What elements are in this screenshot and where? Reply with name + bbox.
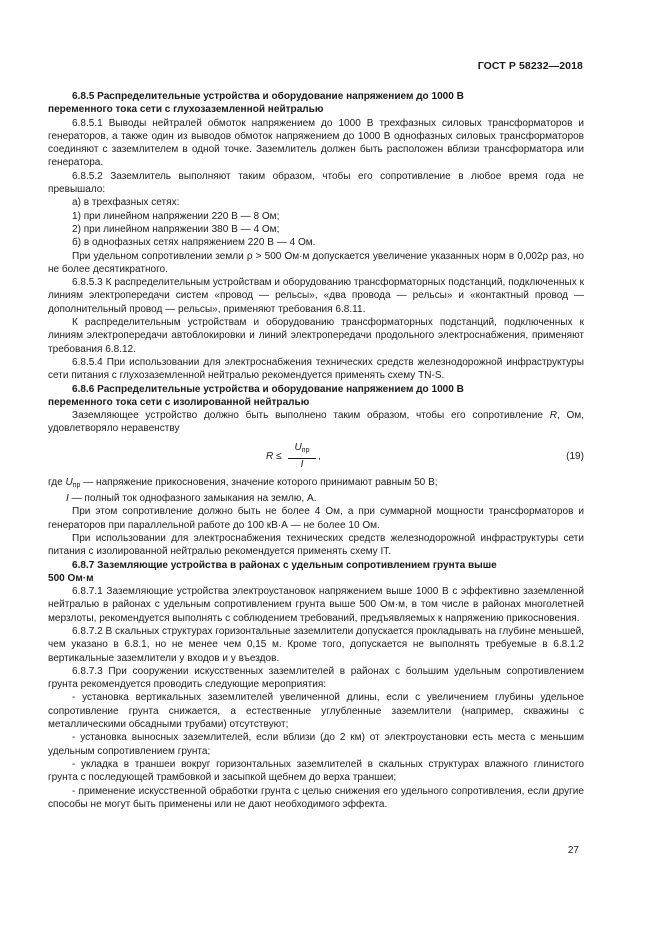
list-item-bullet: - укладка в траншеи вокруг горизонтальных заземлителей в скальных структурах влажного глинистого грунта с последующей трамбовкой и засыпкой щебнем до верха траншеи;: [48, 758, 584, 784]
paragraph-resistance-limit: При этом сопротивление должно быть не более 4 Ом, а при суммарной мощности трансформаторов и генераторов при параллельной работе до 100 кВ·А — не более 10 Ом.: [48, 506, 584, 531]
equation-number: (19): [566, 450, 584, 462]
list-item-bullet: - установка выносных заземлителей, если вблизи (до 2 км) от электроустановки есть места с меньшим удельным сопротивлением грунта;: [48, 732, 584, 757]
list-item-bullet: - применение искусственной обработки грунта с целью снижения его удельного сопротивления, если другие способы не могут быть применены или не дают необходимого эффекта.: [48, 785, 584, 810]
paragraph-it-scheme: При использовании для электроснабжения технических средств железнодорожной инфраструктуры сети питания с изолированной нейтралью рекомендуется применять схему IT.: [48, 532, 584, 558]
list-item-1: 1) при линейном напряжении 220 В — 8 Ом;: [72, 210, 280, 222]
paragraph-6-8-7-3: 6.8.7.3 При сооружении искусственных заземлителей в районах с большим удельным сопротивлением грунта рекомендуется проводить следующие мероприятия:: [48, 665, 584, 691]
document-id: ГОСТ Р 58232—2018: [477, 60, 583, 72]
formula-relation: ≤: [276, 450, 282, 462]
section-heading-6-8-5-cont: переменного тока сети с глухозаземленной нейтралью: [48, 104, 324, 116]
formula-where-i: I — полный ток однофазного замыкания на землю, А.: [66, 493, 317, 505]
paragraph-6-8-7-1: 6.8.7.1 Заземляющие устройства электроустановок напряжением выше 1000 В с эффективно заземленной нейтралью в районах с удельным сопротивлением грунта выше 500 Ом·м, в том числе в районах многолетней мерзлоты, рекомендуется выполнять с соблюдением требований, предъявляемых к напряжению прикосновения.: [48, 586, 584, 624]
page-number: 27: [567, 845, 579, 856]
paragraph-6-8-5-3: 6.8.5.3 К распределительным устройствам и оборудованию трансформаторных подстанций, подключенных к линиям электропередачи систем «провод — рельсы», «два провода — рельсы» и «контактный провод — дополнительный провод — рельсы», применяют требования 6.8.11.: [48, 277, 584, 315]
formula-denominator: I: [300, 458, 304, 470]
page-body: [48, 90, 584, 811]
paragraph-soil-resistivity: При удельном сопротивлении земли ρ > 500 Ом·м допускается увеличение указанных норм в 0,002ρ раз, но не более десятикратного.: [48, 250, 584, 275]
list-item-2: 2) при линейном напряжении 380 В — 4 Ом;: [72, 223, 280, 235]
section-heading-6-8-5: 6.8.5 Распределительные устройства и оборудование напряжением до 1000 В: [72, 91, 464, 102]
section-heading-6-8-7: 6.8.7 Заземляющие устройства в районах с удельным сопротивлением грунта выше: [72, 559, 497, 571]
paragraph-6-8-5-1: 6.8.5.1 Выводы нейтралей обмоток напряжением до 1000 В трехфазных силовых трансформаторов и генераторов, а также один из выводов обмоток напряжением до 1000 В однофазных силовых трансформаторов соединяют с заземлителем в одной точке. Заземлитель должен быть расположен вблизи трансформатора или генератора.: [48, 117, 584, 169]
list-item-a: а) в трехфазных сетях:: [72, 197, 180, 209]
formula-fraction: [288, 442, 316, 471]
paragraph-6-8-6-intro: Заземляющее устройство должно быть выполнено таким образом, чтобы его сопротивление R, Ом, удовлетворяло неравенству: [48, 410, 584, 435]
formula-expression: [266, 442, 336, 470]
formula-lhs: R: [266, 450, 274, 462]
section-heading-6-8-7-cont: 500 Ом·м: [48, 572, 94, 584]
formula-19: [48, 436, 584, 476]
formula-where-upr: где $U_{пр}$ — напряжение прикосновения, значение которого принимают равным 50 В;: [48, 476, 438, 489]
paragraph-6-8-5-4: 6.8.5.4 При использовании для электроснабжения технических средств железнодорожной инфраструктуры сети питания с глухозаземленной нейтралью рекомендуется применять схему TN-S.: [48, 356, 584, 382]
formula-numerator: $U_{пр}$: [288, 442, 316, 459]
section-heading-6-8-6-cont: переменного тока сети с изолированной нейтралью: [48, 396, 310, 408]
section-heading-6-8-6: 6.8.6 Распределительные устройства и оборудование напряжением до 1000 В: [72, 383, 464, 395]
formula-tail: ,: [318, 450, 321, 462]
paragraph-6-8-5-3-cont: К распределительным устройствам и оборудованию трансформаторных подстанций, подключенных к линиям электропередачи автоблокировки и линий электропередачи продольного электроснабжения, применяют требования 6.8.12.: [48, 317, 584, 355]
list-item-b: б) в однофазных сетях напряжением 220 В — 4 Ом.: [72, 237, 316, 249]
paragraph-6-8-7-2: 6.8.7.2 В скальных структурах горизонтальные заземлители допускается прокладывать на глубине меньшей, чем указано в 6.8.1, но не менее чем 0,15 м. Кроме того, допускается не выполнять требуемые в 6.8.1.2 вертикальные заземлители у входов и у въездов.: [48, 625, 584, 664]
list-item-bullet: - установка вертикальных заземлителей увеличенной длины, если с увеличением глубины удельное сопротивление грунта снижается, а естественные углубленные заземлители (например, скважины с металлическими обсадными трубами) отсутствуют;: [48, 692, 584, 731]
paragraph-6-8-5-2: 6.8.5.2 Заземлитель выполняют таким образом, чтобы его сопротивление в любое время года не превышало:: [48, 170, 584, 196]
